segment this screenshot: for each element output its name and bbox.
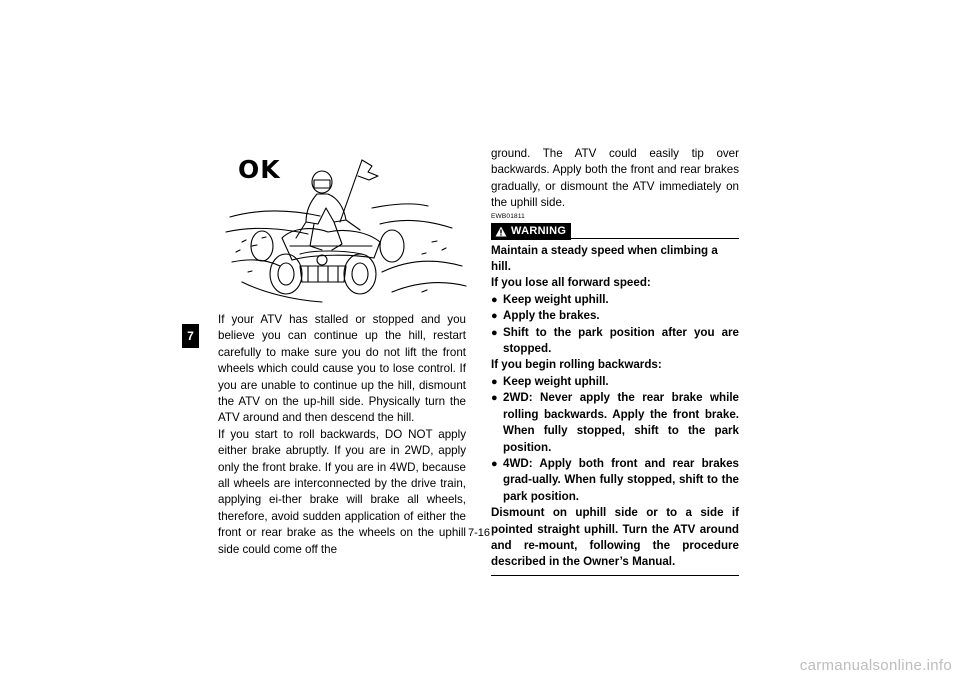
warning-header [491,223,739,240]
bullet-icon: ● [491,310,498,323]
chapter-tab: 7 [182,324,199,348]
list-item: ● 4WD: Apply both front and rear brakes grad-ually. When fully stopped, shift to the park position. [491,456,739,503]
watermark[interactable]: carmanualsonline.info [799,657,952,674]
warning-body [491,243,739,571]
warning-end-rule [491,575,739,576]
paragraph-continuation: ground. The ATV could easily tip over backwards. Apply both the front and rear brakes gradually, or dismount the ATV immediately on the uphill side. [491,147,739,210]
list-item: ● Shift to the park position after you are stopped. [491,325,739,356]
bullet-icon: ● [491,375,498,388]
right-column [491,146,739,576]
list-item: ● 2WD: Never apply the rear brake while rolling backwards. Apply the front brake. When fully stopped, shift to the park position. [491,391,739,454]
left-column [218,312,466,558]
warning-label: WARNING [511,224,567,237]
warning-rule [571,223,739,239]
list-item: ● Keep weight uphill. [491,292,739,308]
warning-badge [491,223,571,240]
bullet-icon: ● [491,392,498,405]
rolling-heading: If you begin rolling backwards: [491,358,662,372]
paragraph-stalled: If your ATV has stalled or stopped and you believe you can continue up the hill, restart carefully to make sure you do not lift the front wheels which could cause you to lose control. If you are unable to continue up the hill, dismount the ATV on the up-hill side. Physically turn the ATV around and then descend the hill. [218,313,466,425]
list-item: ● Apply the brakes. [491,308,739,324]
warning-closing: Dismount on uphill side or to a side if pointed straight uphill. Turn the ATV around and re-mount, following the procedure described in the Owner’s Manual. [491,506,739,569]
warning-intro-line: Maintain a steady speed when climbing a hill. [491,243,718,274]
page-number: 7-16 [468,527,491,539]
list-item: ● Keep weight uphill. [491,374,739,390]
warning-code: EWB01811 [491,212,525,220]
ok-label: OK [238,155,281,184]
warning-intro-line: If you lose all forward speed: [491,276,651,290]
warning-triangle-icon [495,226,507,237]
paragraph-roll-backwards: If you start to roll backwards, DO NOT apply either brake abruptly. If you are in 2WD, apply only the front brake. If you are in 4WD, because all wheels are interconnected by the drive train, applying ei-ther brake will brake all wheels, therefore, avoid sudden application of either the front or rear brake as the wheels on the uphill side could come off the [218,427,466,556]
bullet-icon: ● [491,457,498,470]
bullet-icon: ● [491,326,498,339]
bullet-icon: ● [491,293,498,306]
